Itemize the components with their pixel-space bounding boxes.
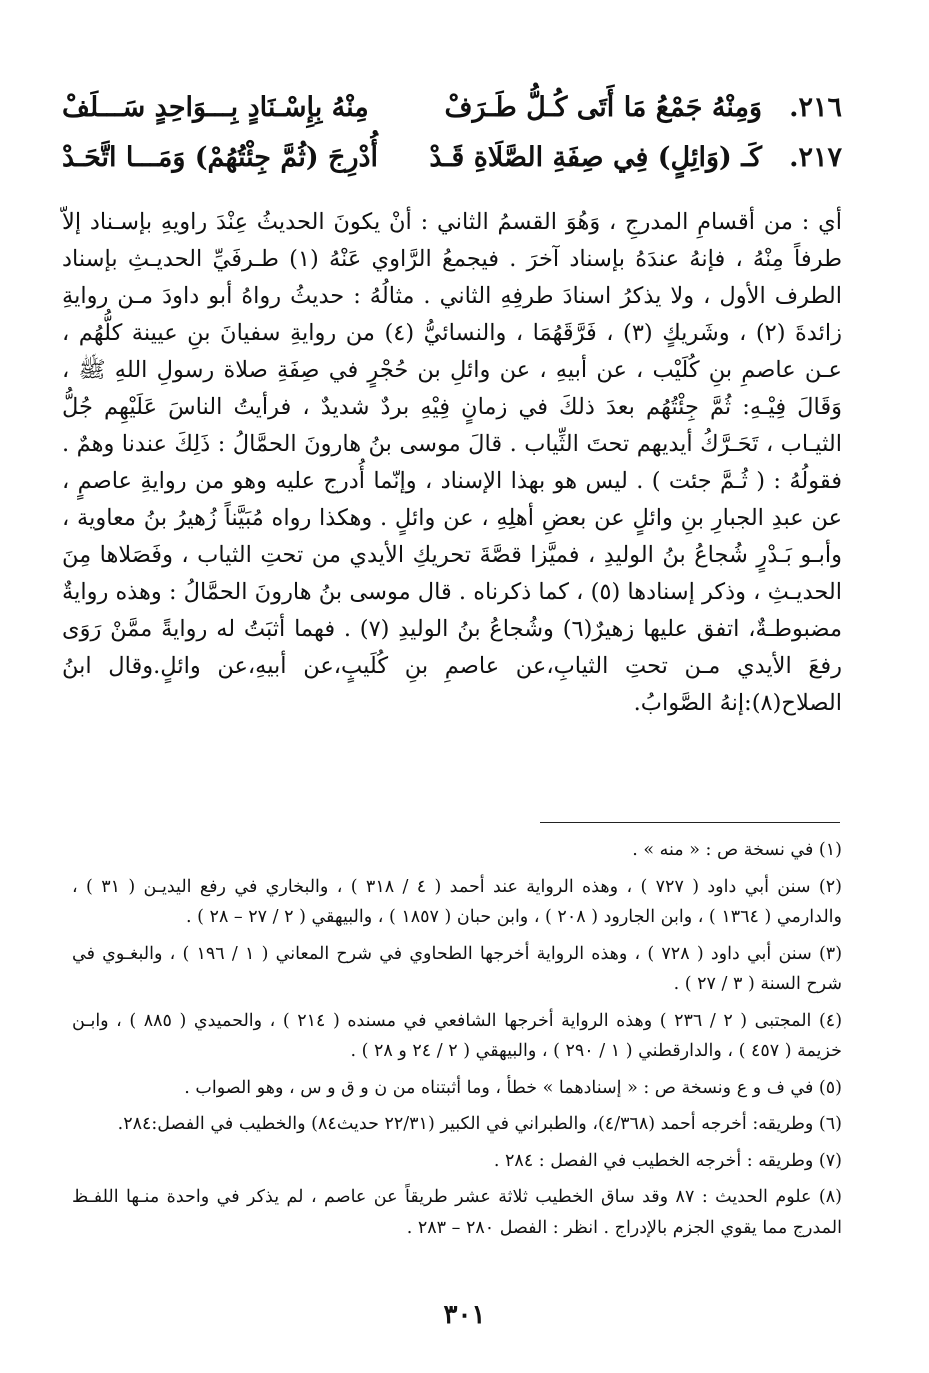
- page-number: ٣٠١: [443, 1300, 486, 1330]
- verse-number: ٢١٦.: [789, 92, 842, 123]
- footnote: (١) في نسخة ص : « منه » .: [632, 840, 842, 860]
- page-text: [62, 92, 842, 722]
- verse-line: [62, 142, 842, 192]
- footnote: (٦) وطريقه: أخرجه أحمد (٤/٣٦٨)، والطبراني في الكبير (٢٢/٣١ حديث٨٤) والخطيب في الفصل:٢٨٤.: [117, 1114, 842, 1134]
- commentary-paragraph: أي : من أقسامِ المدرجِ ، وَهُوَ القسمُ الثاني : أنْ يكونَ الحديثُ عِنْدَ راويهِ بإسـناد إلاّ طرفاً مِنْهُ ، فإنهُ عندَهُ بإسناد آخرَ . فيجمعُ الرَّاوي عَنْهُ (١) طـرفَيِّ الحديـثِ بإسناد الطرف الأول ، ولا يذكرُ اسنادَ طرفِهِ الثاني . مثالُهُ : حديثُ رواهُ أبو داودَ مـن روايةِ زائدةَ (٢) ، وشَريكٍ (٣) ، فَرَّقَهُمَا ، والنسائيُّ (٤) من روايةِ سفيانَ بنِ عيينة كلُّهُم ، عـن عاصمِ بنِ كُلَيْب ، عن أبيهِ ، عن وائلِ بن حُجْرٍ في صِفَةِ صلاة رسولِ اللهِ ﷺ ، وَقَالَ فِيْـهِ: ثُمَّ جِئْتُهُم بعدَ ذلكَ في زمانٍ فِيْهِ بردٌ شديدٌ ، فرأيتُ الناسَ عَلَيْهِم جُلُّ الثيـاب ، تَحَـرَّكُ أيديهم تحتَ الثِّياب . قالَ موسى بنُ هارونَ الحمَّالُ : ذَلِكَ عندنا وهمٌ . فقولُهُ : ( ثُـمَّ جئت ) . ليس هو بهذا الإسناد ، وإنّما أُدرج عليه وهو من روايةِ عاصمٍ ، عن عبدِ الجبارِ بنِ وائلٍ عن بعضِ أهلِهِ ، عن وائلٍ . وهكذا رواه مُبَيَّناً زُهيرُ بنُ معاوية ، وأبـو بَـدْرٍ شُجاعُ بنُ الوليدِ ، فميَّزا قصَّةَ تحريكِ الأيدي من تحتِ الثياب ، وفَصَلاها مِنَ الحديـثِ ، وذكر إسنادها (٥) ، كما ذكرناه . قال موسى بنُ هارونَ الحمَّالُ : وهذه روايةٌ مضبوطـةٌ، اتفق عليها زهيرٌ(٦) وشُجاعُ بنُ الوليدِ (٧) . فهما أثبَتُ له روايةً ممَّنْ رَوَى رفعَ الأيدي مـن تحتِ الثيابِ،عن عاصمِ بنِ كُلَيبٍ،عن أبيهِ،عن وائلٍ.وقال ابنُ الصلاح(٨):إنهُ الصَّوابُ.: [62, 209, 843, 716]
- footnote: (٧) وطريقه : أخرجه الخطيب في الفصل : ٢٨٤ .: [493, 1150, 842, 1171]
- footnotes: [72, 835, 842, 1249]
- verse-first-hemistich: وَمِنْهُ جَمْعُ مَا أَتَى كُـلُّ طَـرَفْ: [444, 92, 762, 123]
- verse-second-hemistich: مِنْهُ بِإِسْـنَادٍ بِـــوَاحِدٍ سَـــلَفْ: [62, 92, 369, 123]
- verse-number: ٢١٧.: [789, 142, 842, 173]
- verse-line: [62, 92, 842, 142]
- footnote: (٤) المجتبى ( ٢ / ٢٣٦ ) وهذه الرواية أخرجها الشافعي في مسنده ( ٢١٤ ) ، والحميدي ( ٨٨٥ ) ، وابـن خزيمة ( ٤٥٧ ) ، والدارقطني ( ١ / ٢٩٠ ) ، والبيهقي ( ٢ / ٢٤ و ٢٨ ) .: [72, 1010, 843, 1061]
- footnote: (٢) سنن أبي داود ( ٧٢٧ ) ، وهذه الرواية عند أحمد ( ٤ / ٣١٨ ) ، والبخاري في رفع اليديـن ( ٣١ ) ، والدارمي ( ١٣٦٤ ) ، وابن الجارود ( ٢٠٨ ) ، وابن حبان ( ١٨٥٧ ) ، والبيهقي ( ٢ / ٢٧ – ٢٨ ) .: [72, 876, 842, 927]
- footnote-divider: [540, 822, 840, 823]
- footnote: (٨) علوم الحديث : ٨٧ وقد ساق الخطيب ثلاثة عشر طريقاً عن عاصم ، لم يذكر في واحدة منـها اللفـظ المدرج مما يقوي الجزم بالإدراج . انظر : الفصل ٢٨٠ – ٢٨٣ .: [72, 1187, 842, 1238]
- verse-second-hemistich: أُدْرِجَ (ثُمَّ جِئْتُهُمْ) وَمَـــا اتَّحَـدْ: [62, 142, 379, 173]
- footnote: (٥) في ف و ع ونسخة ص : « إسنادهما » خطأ ، وما أثبتناه من ن و ق و س ، وهو الصواب .: [184, 1077, 842, 1098]
- commentary: [62, 204, 842, 722]
- footnote: (٣) سنن أبي داود ( ٧٢٨ ) ، وهذه الرواية أخرجها الطحاوي في شرح المعاني ( ١ / ١٩٦ ) ، والبغـوي في شرح السنة ( ٣ / ٢٧ ) .: [72, 943, 843, 994]
- verse-first-hemistich: كَـ (وَائِلٍ) فِي صِفَةِ الصَّلَاةِ قَـدْ: [429, 142, 762, 173]
